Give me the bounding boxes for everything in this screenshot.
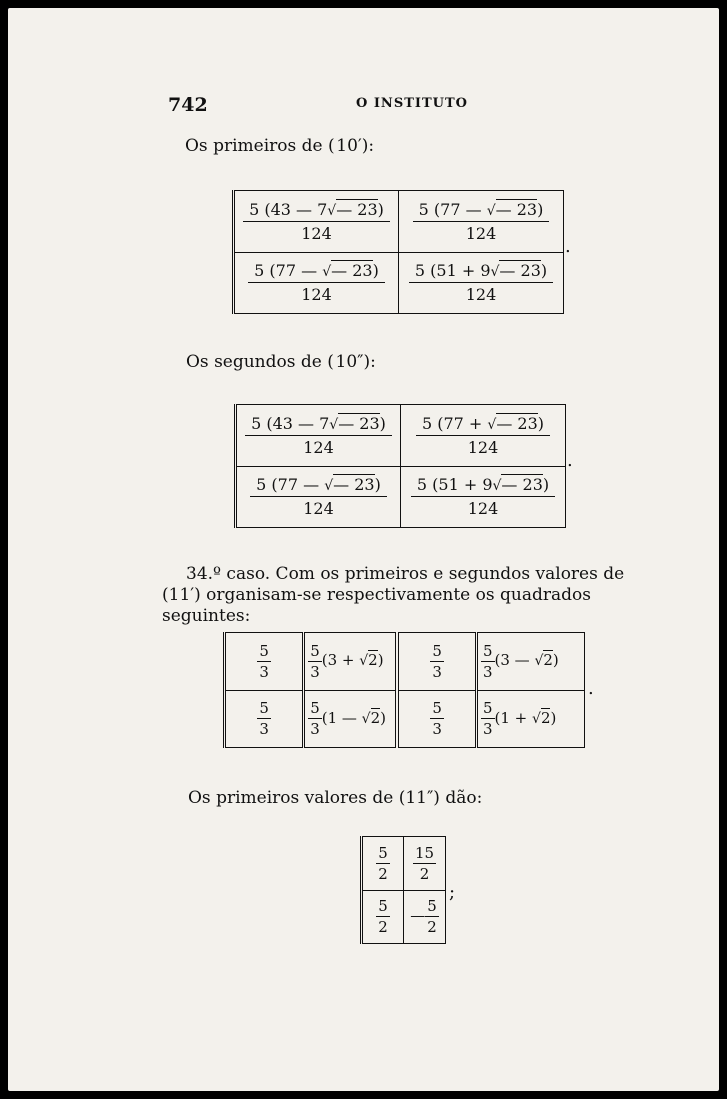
matrix-1-cell-12: $\frac{5 (77 — √— 23)}{124}$	[399, 191, 564, 253]
matrix-2-cell-21: $\frac{5 (77 — √— 23)}{124}$	[236, 466, 401, 528]
matrix-2-cell-22: $\frac{5 (51 + 9√— 23)}{124}$	[401, 466, 566, 528]
table-1-period: .	[565, 236, 571, 257]
matrix-4-cell-11: $\frac{5}{2}$	[362, 837, 404, 891]
table-4-semicolon: ;	[449, 882, 456, 903]
matrix-3-cell-11: $\frac{5}{3}$	[225, 633, 304, 691]
caption-primeiros-11: Os primeiros valores de (11″) dão:	[188, 788, 483, 808]
paragraph-lead: 34.º caso.	[186, 564, 271, 584]
paragraph-caso-34	[162, 564, 640, 627]
matrix-3-cell-14: $\frac{5}{3}$ (3 — √2)	[476, 633, 584, 691]
matrix-2-cell-11: $\frac{5 (43 — 7√— 23)}{124}$	[236, 405, 401, 467]
matrix-2-cell-12: $\frac{5 (77 + √— 23)}{124}$	[401, 405, 566, 467]
matrix-3-cell-12: $\frac{5}{3}$ (3 + √2)	[304, 633, 398, 691]
matrix-3-cell-23: $\frac{5}{3}$	[397, 690, 476, 748]
running-title: O INSTITUTO	[356, 96, 468, 111]
matrix-table-2	[234, 404, 566, 528]
table-2-period: .	[567, 450, 573, 471]
matrix-3-cell-21: $\frac{5}{3}$	[225, 690, 304, 748]
caption-segundos-10: Os segundos de ( 10″):	[186, 352, 376, 372]
matrix-1-cell-11: $\frac{5 (43 — 7√— 23)}{124}$	[234, 191, 399, 253]
matrix-4-cell-12: $\frac{15}{2}$	[404, 837, 446, 891]
matrix-table-4	[360, 836, 446, 944]
caption-primeiros-10: Os primeiros de ( 10′):	[185, 136, 375, 156]
matrix-1-cell-22: $\frac{5 (51 + 9√— 23)}{124}$	[399, 252, 564, 314]
book-page	[8, 8, 719, 1091]
matrix-table-3	[223, 632, 585, 748]
matrix-3-cell-24: $\frac{5}{3}$ (1 + √2)	[476, 690, 584, 748]
matrix-table-1	[232, 190, 564, 314]
matrix-4-cell-21: $\frac{5}{2}$	[362, 890, 404, 944]
page-number: 742	[168, 94, 208, 116]
matrix-1-cell-21: $\frac{5 (77 — √— 23)}{124}$	[234, 252, 399, 314]
paragraph-text: Com os primeiros e segundos valores de (11′) organisam-se respectivamente os quadrados seguintes:	[162, 564, 625, 626]
matrix-3-cell-13: $\frac{5}{3}$	[397, 633, 476, 691]
matrix-3-cell-22: $\frac{5}{3}$ (1 — √2)	[304, 690, 398, 748]
table-3-period: .	[588, 678, 594, 699]
matrix-4-cell-22: — $\frac{5}{2}$	[404, 890, 446, 944]
